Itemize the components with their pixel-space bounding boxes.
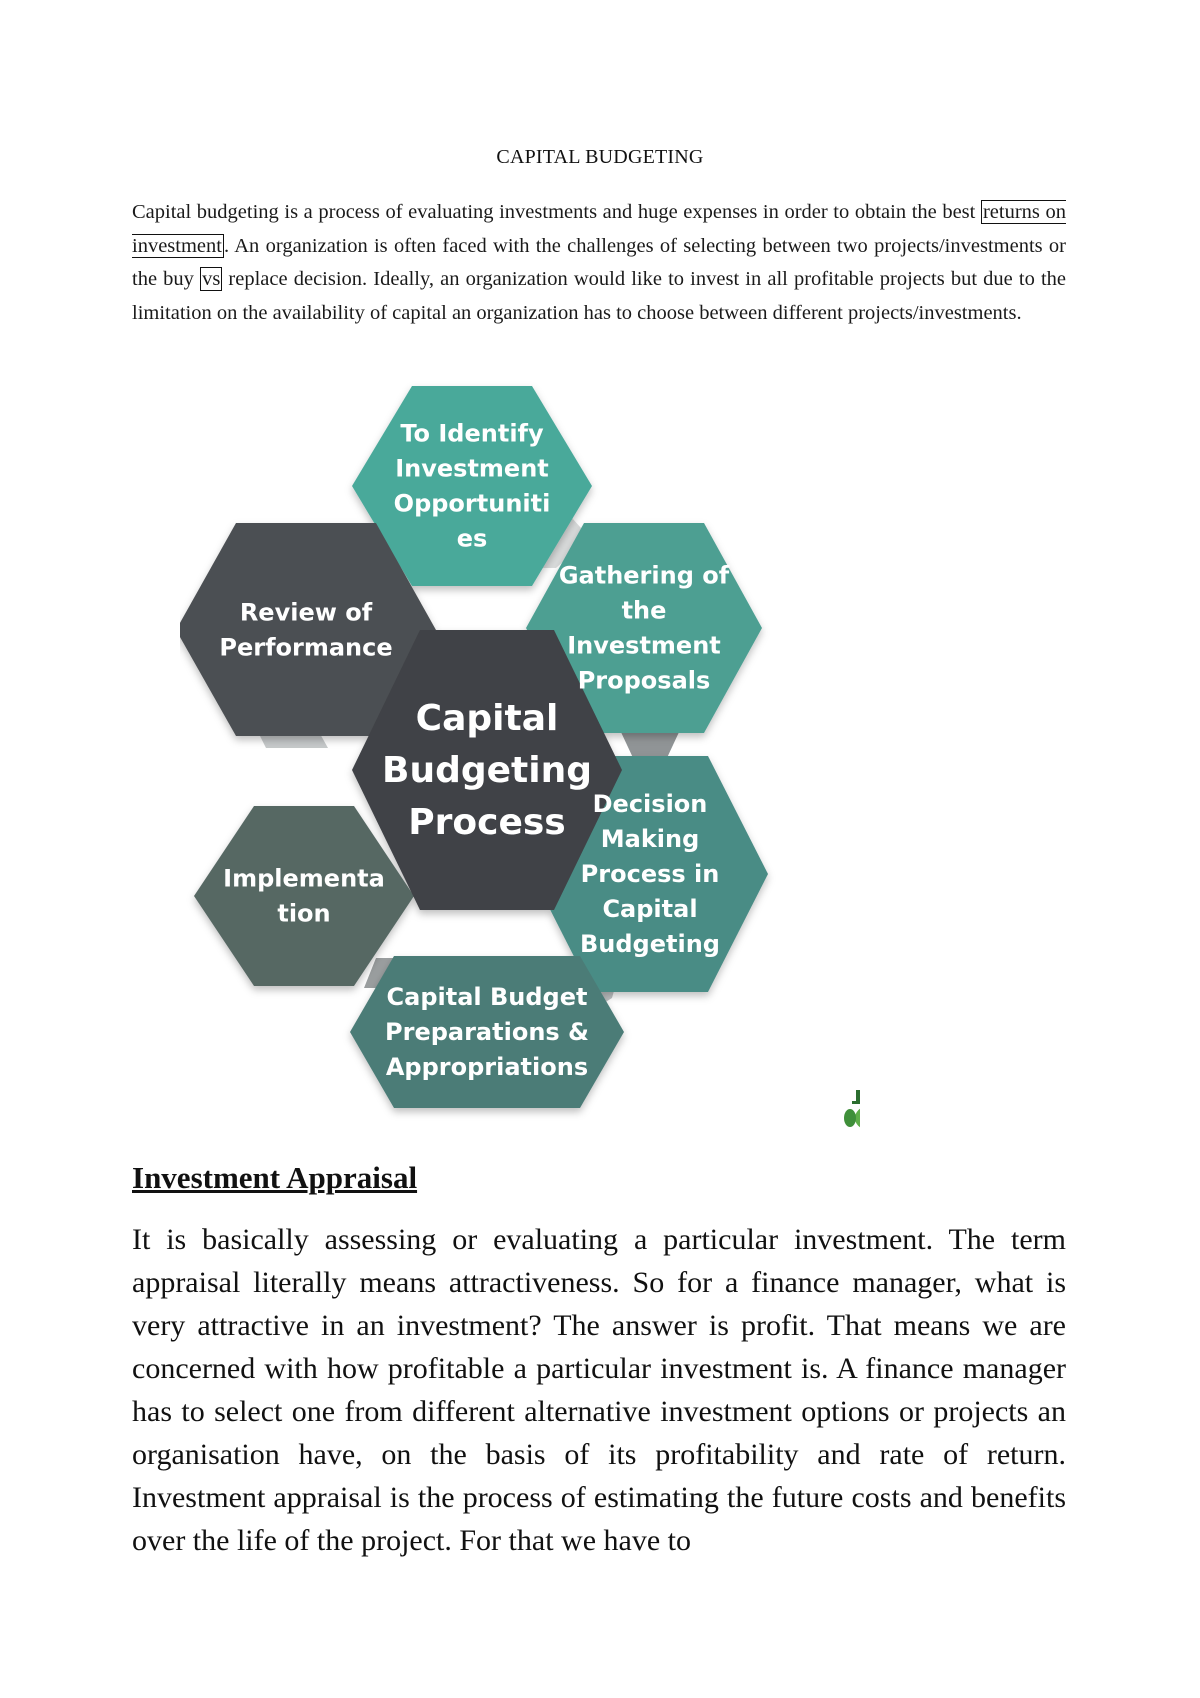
label-line: the <box>621 596 667 625</box>
label-line: Opportuniti <box>393 489 551 518</box>
label-line: Investment <box>567 631 721 660</box>
label-line: Capital Budget <box>386 983 588 1011</box>
label-line: Budgeting <box>580 930 720 958</box>
label-line: tion <box>277 899 331 928</box>
label-line: Process in <box>580 860 720 888</box>
connector-2 <box>620 730 680 760</box>
label-line: Performance <box>219 633 393 662</box>
intro-text-1: Capital budgeting is a process of evaluating investments and huge expenses in order to obtain the best <box>132 201 981 223</box>
label-line: es <box>456 524 488 553</box>
label-line: To Identify <box>400 419 544 448</box>
label-line: Review of <box>239 598 373 627</box>
label-decision-making <box>580 790 720 958</box>
center-label-line: Process <box>408 802 566 843</box>
green-mascot-icon <box>844 1090 860 1134</box>
label-line: Preparations & <box>385 1018 589 1046</box>
intro-text-3: replace decision. Ideally, an organization would like to invest in all profitable projects but due to the limitation on the availability of capital an organization has to choose between different projects/investments. <box>132 268 1066 324</box>
label-line: Making <box>600 825 700 853</box>
intro-paragraph <box>132 196 1066 330</box>
capital-budgeting-cycle-diagram <box>180 378 860 1138</box>
intro-text-2: . An organization is often faced with the challenges of selecting between two projects/investments or the buy <box>132 234 1066 290</box>
label-capital-budget-preparations <box>385 983 589 1081</box>
center-label-line: Budgeting <box>382 750 592 791</box>
center-label-line: Capital <box>415 698 559 739</box>
highlighted-word: vs <box>202 268 221 290</box>
section-body-paragraph: It is basically assessing or evaluating a particular investment. The term appraisal literally means attractiveness. So for a finance manager, what is very attractive in an investment? The answer is profit. That means we are concerned with how profitable a particular investment is. A finance manager has to select one from different alternative investment options or projects an organisation have, on the basis of its profitability and rate of return. Investment appraisal is the process of estimating the future costs and benefits over the life of the project. For that we have to <box>132 1223 1066 1557</box>
label-line: Capital <box>602 895 698 923</box>
label-line: Proposals <box>577 666 711 695</box>
document-title: CAPITAL BUDGETING <box>496 146 704 168</box>
label-line: Appropriations <box>385 1053 589 1081</box>
label-line: Investment <box>395 454 549 483</box>
highlighted-phrase: returns on investment <box>132 201 1066 257</box>
label-line: Gathering of <box>558 561 730 590</box>
label-line: Implementa <box>223 864 385 893</box>
label-line: Decision <box>592 790 708 818</box>
section-heading: Investment Appraisal <box>132 1160 418 1195</box>
